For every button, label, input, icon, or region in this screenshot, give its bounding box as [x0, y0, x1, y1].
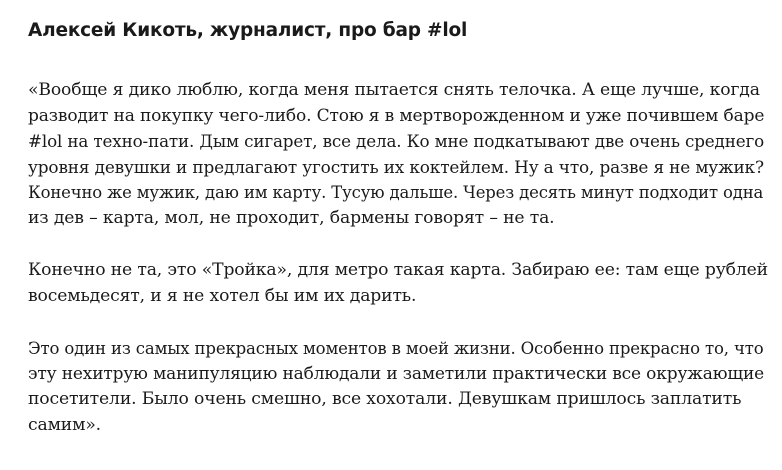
paragraph-line: восемьдесят, и я не хотел бы им их дарить. — [28, 285, 417, 306]
paragraph-line: Это один из самых прекрасных моментов в моей жизни. Особенно прекрасно то, что — [28, 339, 764, 358]
paragraph-2 — [28, 258, 768, 309]
paragraph-line: разводит на покупку чего-либо. Стою я в мертворожденном и уже почившем баре — [28, 105, 765, 126]
paragraph-line: #lol на техно-пати. Дым сигарет, все дела. Ко мне подкатывают две очень среднего — [28, 131, 765, 151]
paragraph-line: посетители. Было очень смешно, все хохотали. Девушкам пришлось заплатить — [28, 389, 742, 409]
paragraph-line: из дев – карта, мол, не проходит, бармены говорят – не та. — [28, 207, 555, 228]
article — [28, 18, 768, 465]
paragraph-1 — [28, 78, 768, 231]
paragraph-line: уровня девушки и предлагают угостить их коктейлем. Ну а что, разве я не мужик? — [28, 156, 764, 177]
article-heading: Алексей Кикоть, журналист, про бар #lol — [28, 20, 468, 41]
paragraph-line: эту нехитрую манипуляцию наблюдали и заметили практически все окружающие — [28, 363, 765, 384]
paragraph-line: Конечно же мужик, даю им карту. Тусую дальше. Через десять минут подходит одна — [28, 183, 764, 202]
paragraph-line: Конечно не та, это «Тройка», для метро такая карта. Забираю ее: там еще рублей — [28, 260, 768, 280]
paragraph-3 — [28, 336, 768, 438]
paragraph-line: «Вообще я дико люблю, когда меня пытается снять телочка. А еще лучше, когда — [28, 80, 760, 100]
paragraph-line: самим». — [28, 414, 101, 435]
